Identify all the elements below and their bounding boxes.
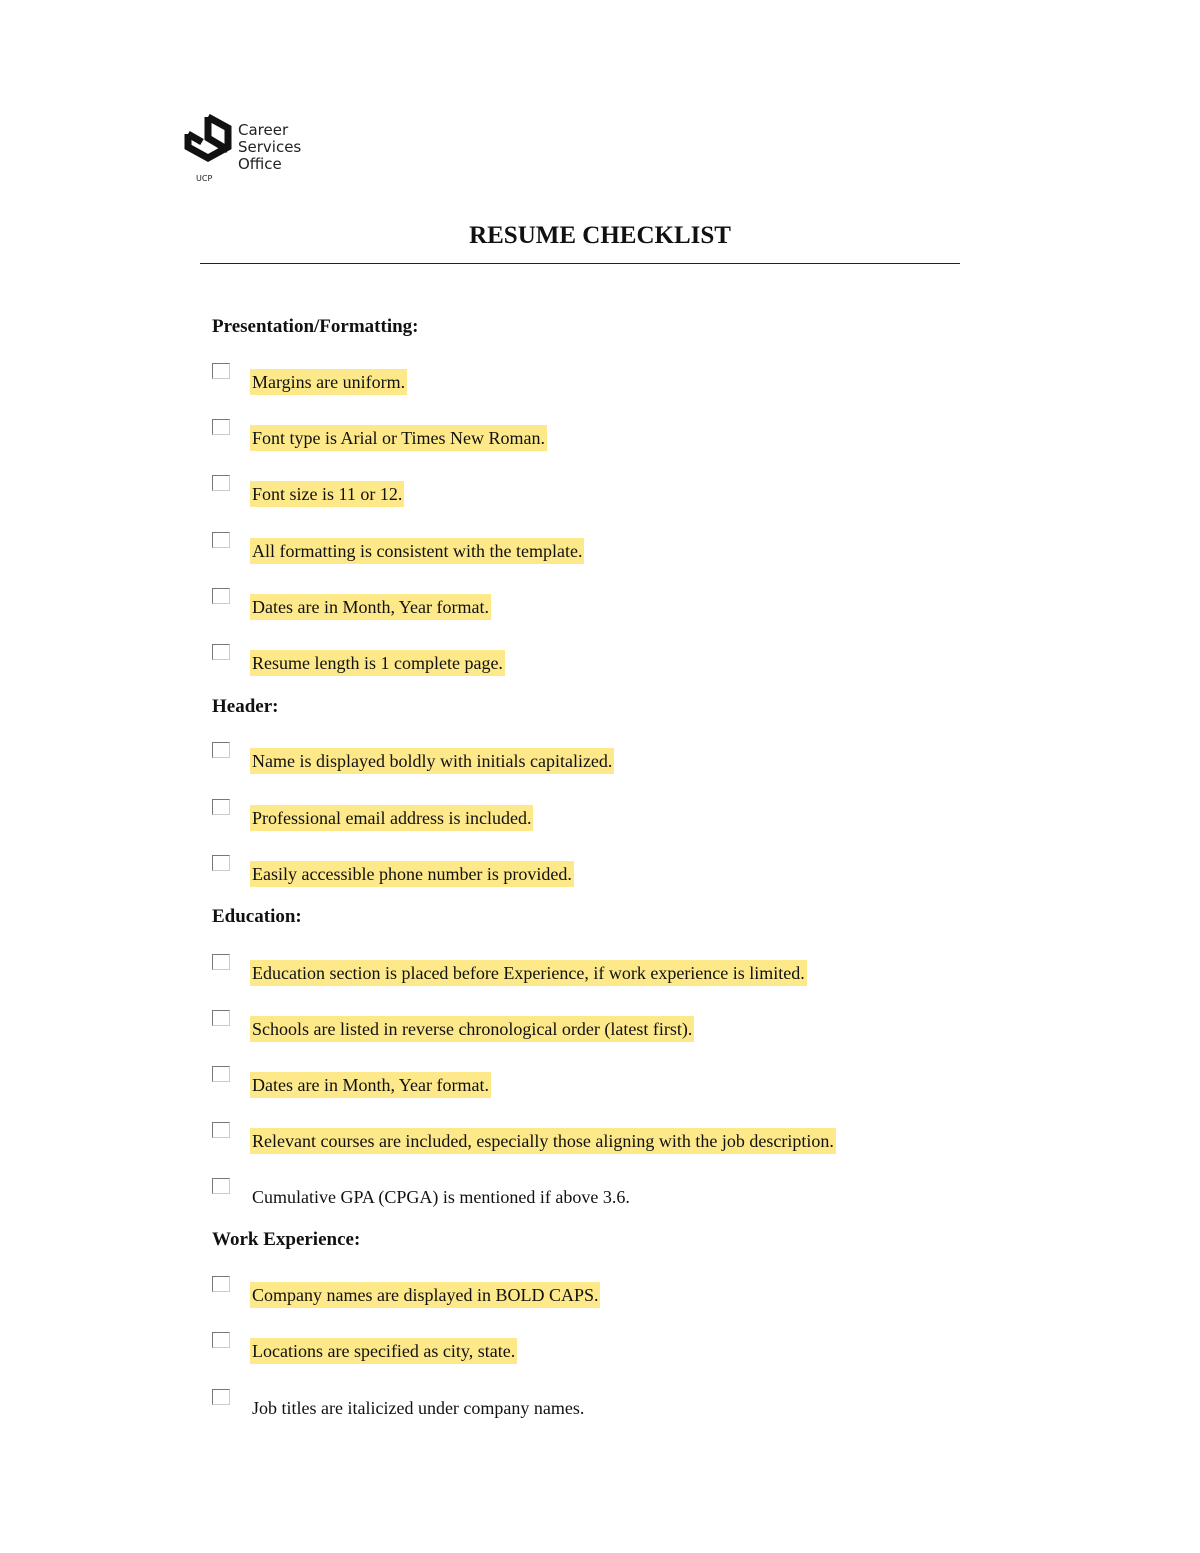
checkbox[interactable] xyxy=(212,855,230,871)
checkbox[interactable] xyxy=(212,532,230,548)
logo-line-1: Career xyxy=(238,121,289,139)
checklist-item-text: Locations are specified as city, state. xyxy=(250,1338,517,1364)
checkbox[interactable] xyxy=(212,475,230,491)
checkbox[interactable] xyxy=(212,644,230,660)
checklist-item-text: Relevant courses are included, especially those aligning with the job description. xyxy=(250,1128,836,1154)
checklist-item-text: Easily accessible phone number is provided. xyxy=(250,861,574,887)
checklist-item-text: Professional email address is included. xyxy=(250,805,533,831)
checkbox[interactable] xyxy=(212,1276,230,1292)
checklist-item-text: All formatting is consistent with the template. xyxy=(250,538,584,564)
checkbox[interactable] xyxy=(212,1122,230,1138)
checklist-item-text: Resume length is 1 complete page. xyxy=(250,650,505,676)
checklist-item-text: Font size is 11 or 12. xyxy=(250,481,404,507)
checklist-item-text: Job titles are italicized under company names. xyxy=(252,1398,585,1418)
checkbox[interactable] xyxy=(212,1178,230,1194)
ucp-logo-icon xyxy=(182,114,234,170)
checkbox[interactable] xyxy=(212,1332,230,1348)
section-heading: Work Experience: xyxy=(212,1229,361,1250)
checkbox[interactable] xyxy=(212,1010,230,1026)
section-heading: Education: xyxy=(212,906,302,927)
career-services-logo xyxy=(182,114,322,190)
checklist-item-text: Dates are in Month, Year format. xyxy=(250,594,491,620)
page-title: RESUME CHECKLIST xyxy=(469,222,731,249)
section-heading: Header: xyxy=(212,696,279,717)
checkbox[interactable] xyxy=(212,1389,230,1405)
checklist-item-text: Margins are uniform. xyxy=(250,369,407,395)
checklist-item-text: Dates are in Month, Year format. xyxy=(250,1072,491,1098)
checkbox[interactable] xyxy=(212,419,230,435)
checkbox[interactable] xyxy=(212,799,230,815)
checkbox[interactable] xyxy=(212,1066,230,1082)
checklist-item-text: Education section is placed before Experience, if work experience is limited. xyxy=(250,960,807,986)
title-divider xyxy=(200,263,960,264)
checkbox[interactable] xyxy=(212,742,230,758)
logo-line-2: Services xyxy=(238,138,302,156)
checkbox[interactable] xyxy=(212,588,230,604)
checklist-item-text: Company names are displayed in BOLD CAPS. xyxy=(250,1282,600,1308)
logo-small-text: UCP xyxy=(196,174,213,183)
logo-line-3: Office xyxy=(238,155,282,173)
checklist-item-text: Name is displayed boldly with initials capitalized. xyxy=(250,748,614,774)
checklist-item-text: Cumulative GPA (CPGA) is mentioned if above 3.6. xyxy=(252,1187,630,1207)
checklist-item-text: Font type is Arial or Times New Roman. xyxy=(250,425,547,451)
checkbox[interactable] xyxy=(212,954,230,970)
checkbox[interactable] xyxy=(212,363,230,379)
section-heading: Presentation/Formatting: xyxy=(212,316,419,337)
checklist-item-text: Schools are listed in reverse chronological order (latest first). xyxy=(250,1016,694,1042)
